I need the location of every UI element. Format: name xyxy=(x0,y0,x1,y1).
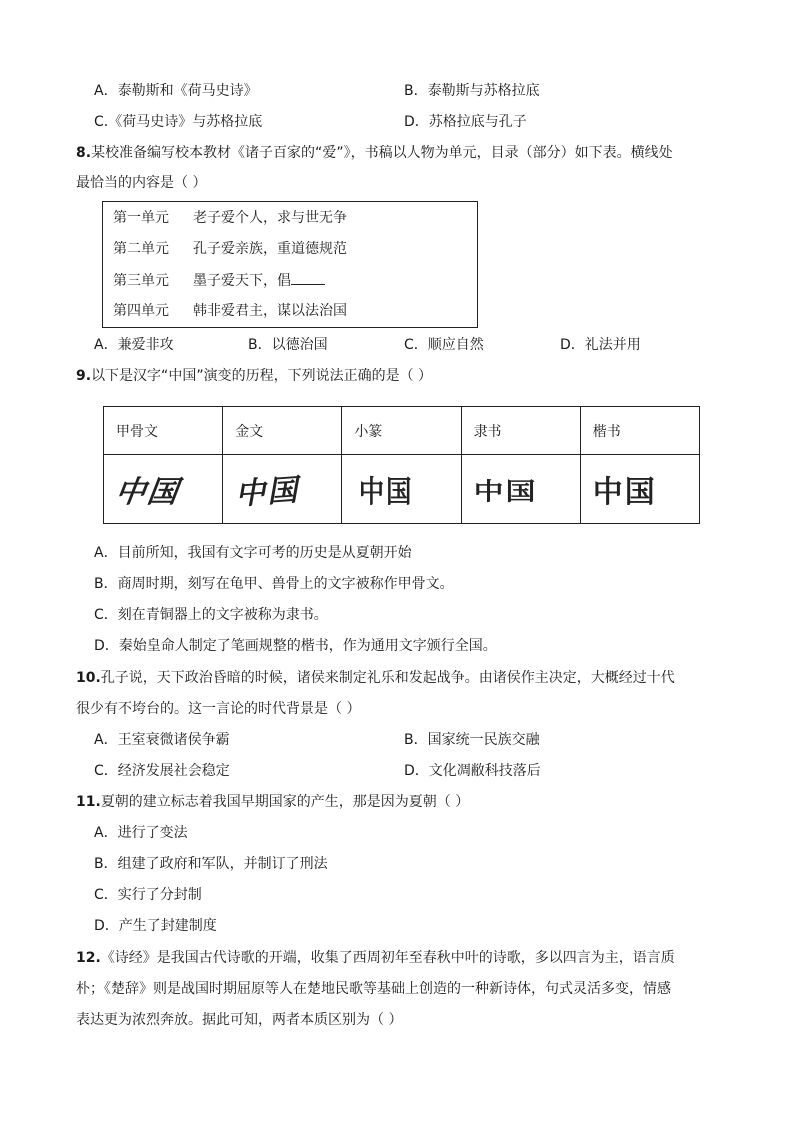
q8-option-a: A．兼爱非攻 xyxy=(94,337,174,353)
q9-option-c: C．刻在青铜器上的文字被称为隶书。 xyxy=(94,607,328,623)
q7-option-b: B．泰勒斯与苏格拉底 xyxy=(404,83,540,99)
regular-glyph-image: 中国 xyxy=(592,475,657,510)
clerical-glyph-image: 中国 xyxy=(473,477,538,506)
q10-stem-line2: 很少有不垮台的。这一言论的时代背景是（ ） xyxy=(76,701,361,717)
q8-stem-text: 某校准备编写校本教材《诸子百家的“爱”》，书稿以人物为单元，目录（部分）如下表。横线处 xyxy=(91,145,673,161)
q11-stem xyxy=(76,792,469,812)
q12-stem-line1 xyxy=(76,948,675,968)
q8-stem-line2: 最恰当的内容是（ ） xyxy=(76,175,207,191)
q9-option-a: A．目前所知，我国有文字可考的历史是从夏朝开始 xyxy=(94,545,412,561)
small-seal-glyph-image: 中国 xyxy=(359,475,414,510)
unit-text: 墨子爱天下，倡 xyxy=(193,273,291,289)
header-bronze: 金文 xyxy=(223,407,342,455)
q8-number: 8. xyxy=(76,145,92,161)
q10-option-b: B．国家统一民族交融 xyxy=(404,732,540,748)
fill-in-blank xyxy=(291,270,325,285)
q9-option-d: D．秦始皇命人制定了笔画规整的楷书，作为通用文字颁行全国。 xyxy=(94,638,497,654)
q8-option-c: C．顺应自然 xyxy=(404,337,484,353)
bronze-glyph-image: 中国 xyxy=(234,472,301,513)
table-header-row xyxy=(104,407,700,455)
q11-stem-text: 夏朝的建立标志着我国早期国家的产生，那是因为夏朝（ ） xyxy=(100,794,470,810)
unit-text: 孔子爱亲族，重道德规范 xyxy=(193,241,347,257)
q7-option-c: C.《荷马史诗》与苏格拉底 xyxy=(94,114,263,130)
q10-stem-line1 xyxy=(76,668,675,688)
q7-option-a: A．泰勒斯和《荷马史诗》 xyxy=(94,83,258,99)
script-evolution-table xyxy=(103,406,700,524)
q9-stem-text: 以下是汉字“中国”演变的历程，下列说法正确的是（ ） xyxy=(91,368,433,384)
glyph-cell xyxy=(223,455,342,524)
unit-label: 第一单元 xyxy=(113,210,169,226)
unit-label: 第四单元 xyxy=(113,303,169,319)
q11-option-b: B．组建了政府和军队，并制订了刑法 xyxy=(94,856,328,872)
q7-option-d: D．苏格拉底与孔子 xyxy=(404,114,527,130)
header-oracle-bone: 甲骨文 xyxy=(104,407,223,455)
unit-text: 老子爱个人，求与世无争 xyxy=(193,210,347,226)
glyph-cell xyxy=(461,455,580,524)
q10-option-c: C．经济发展社会稳定 xyxy=(94,763,230,779)
q9-number: 9. xyxy=(76,368,92,384)
glyph-cell xyxy=(580,455,699,524)
q11-option-a: A．进行了变法 xyxy=(94,825,188,841)
q10-option-d: D．文化凋敝科技落后 xyxy=(404,763,541,779)
header-small-seal: 小篆 xyxy=(342,407,461,455)
table-glyph-row xyxy=(104,455,700,524)
q12-stem-line2: 朴；《楚辞》则是战国时期屈原等人在楚地民歌等基础上创造的一种新诗体，句式灵活多变，情感 xyxy=(76,981,671,997)
q12-stem-text: 《诗经》是我国古代诗歌的开端，收集了西周初年至春秋中叶的诗歌，多以四言为主，语言质 xyxy=(100,950,675,966)
q8-option-d: D．礼法并用 xyxy=(560,337,641,353)
unit-text: 韩非爱君主，谋以法治国 xyxy=(193,303,347,319)
q8-contents-row xyxy=(113,208,347,228)
unit-label: 第三单元 xyxy=(113,273,169,289)
oracle-bone-glyph-image: 中国 xyxy=(113,475,182,510)
q8-stem-line1 xyxy=(76,143,673,163)
q11-number: 11. xyxy=(76,794,101,810)
q8-contents-row xyxy=(113,239,347,259)
q8-contents-row xyxy=(113,270,325,291)
q10-option-a: A．王室衰微诸侯争霸 xyxy=(94,732,230,748)
header-clerical: 隶书 xyxy=(461,407,580,455)
header-regular: 楷书 xyxy=(580,407,699,455)
q12-stem-line3: 表达更为浓烈奔放。据此可知，两者本质区别为（ ） xyxy=(76,1012,403,1028)
q8-contents-box xyxy=(102,201,478,328)
q8-contents-row xyxy=(113,301,347,321)
q11-option-d: D．产生了封建制度 xyxy=(94,918,217,934)
q11-option-c: C．实行了分封制 xyxy=(94,887,202,903)
q10-number: 10. xyxy=(76,670,101,686)
q10-stem-text: 孔子说，天下政治昏暗的时候，诸侯来制定礼乐和发起战争。由诸侯作主决定，大概经过十代 xyxy=(100,670,675,686)
glyph-cell xyxy=(104,455,223,524)
q12-number: 12. xyxy=(76,950,101,966)
q9-stem xyxy=(76,366,432,386)
glyph-cell xyxy=(342,455,461,524)
unit-label: 第二单元 xyxy=(113,241,169,257)
q8-option-b: B．以德治国 xyxy=(248,337,328,353)
q9-option-b: B．商周时期，刻写在龟甲、兽骨上的文字被称作甲骨文。 xyxy=(94,576,454,592)
